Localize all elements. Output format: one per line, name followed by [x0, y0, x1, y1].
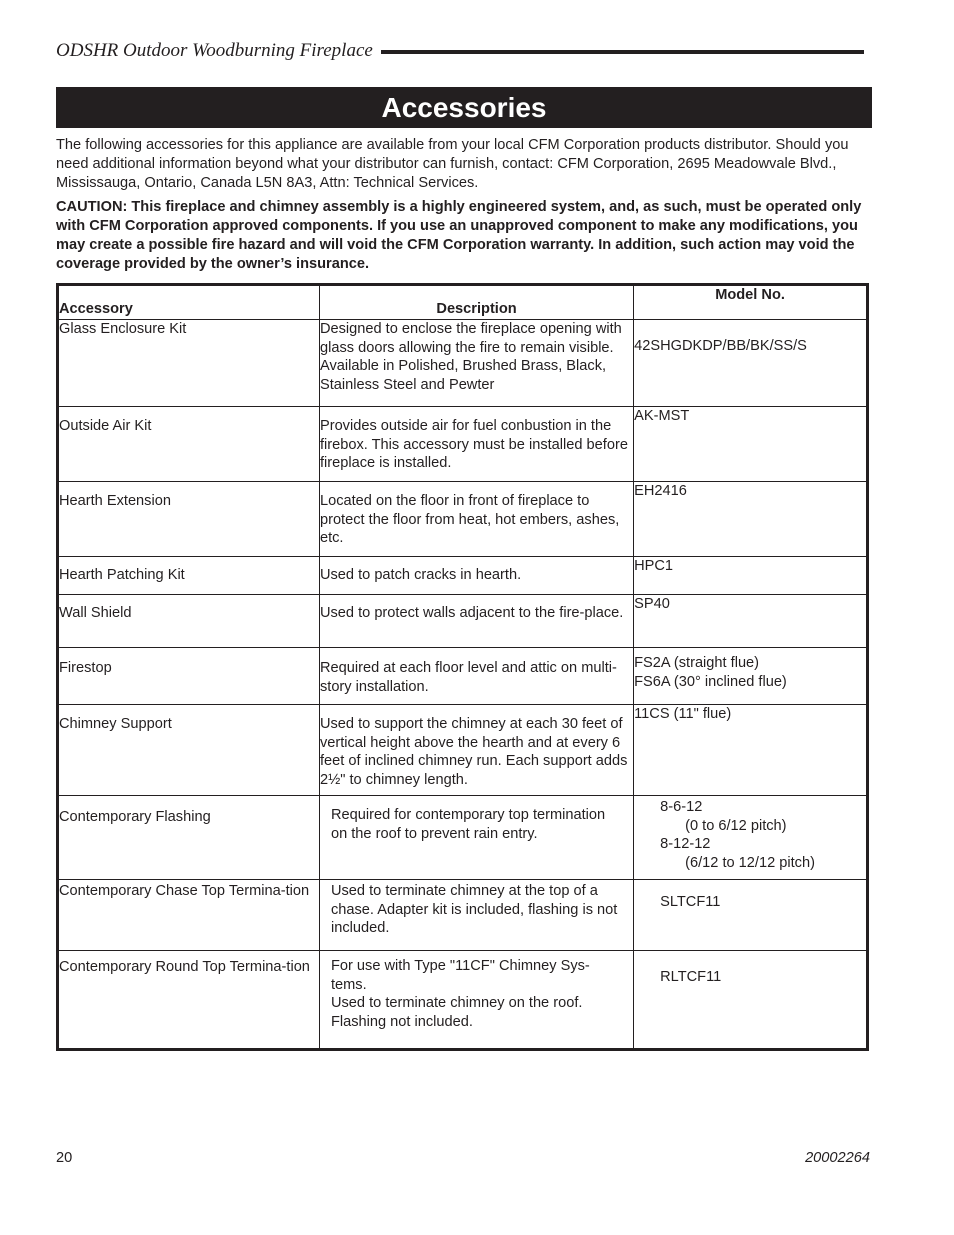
header-description: Description [319, 285, 633, 320]
description-cell: Used to terminate chimney at the top of a chase. Adapter kit is included, flashing is not included. [319, 880, 633, 951]
table-row [58, 796, 868, 880]
model-line: FS6A (30° inclined flue) [634, 673, 787, 690]
accessory-cell: Hearth Patching Kit [58, 557, 320, 595]
intro-paragraph: The following accessories for this appliance are available from your local CFM Corporation products distributor. Should you need additional information beyond what your distributor can furnish, contact: CFM Corporation, 2695 Meadowvale Blvd., Mississauga, Ontario, Canada L5N 8A3, Attn: Technical Services. [56, 137, 849, 191]
section-title: Accessories [56, 87, 872, 128]
description-cell: Designed to enclose the fireplace opening with glass doors allowing the fire to remain visible. Available in Polished, Brushed Brass, Black, Stainless Steel and Pewter [319, 320, 633, 407]
description-cell: Used to patch cracks in hearth. [319, 557, 633, 595]
description-line: For use with Type "11CF" Chimney Sys-tems. [330, 958, 590, 993]
description-cell: Used to support the chimney at each 30 feet of vertical height above the hearth and at every 6 feet of inclined chimney run. Each support adds 2½" to chimney length. [319, 705, 633, 796]
header-rule [381, 50, 864, 54]
model-line: SLTCF11 [660, 894, 721, 910]
table-header-row [58, 285, 868, 320]
model-line: EH2416 [634, 483, 687, 499]
model-cell [634, 951, 868, 1050]
model-cell [634, 482, 868, 557]
description-cell: Required at each floor level and attic on multi-story installation. [319, 648, 633, 705]
description-cell: Provides outside air for fuel conbustion in the firebox. This accessory must be installed before fireplace is installed. [319, 407, 633, 482]
model-line: (0 to 6/12 pitch) [685, 817, 787, 834]
accessories-table [56, 283, 869, 1051]
caution-paragraph: CAUTION: This fireplace and chimney assembly is a highly engineered system, and, as such, must be operated only with CFM Corporation approved components. If you use an unapproved component to make any modifications, you may create a possible fire hazard and will void the CFM Corporation warranty. In addition, such action may void the coverage provided by the owner’s insurance. [56, 199, 862, 272]
table-row [58, 557, 868, 595]
model-line: AK-MST [634, 408, 690, 424]
description-line: Used to terminate chimney on the roof. Flashing not included. [330, 995, 583, 1030]
accessory-cell: Wall Shield [58, 595, 320, 648]
model-cell [634, 880, 868, 951]
model-cell [634, 595, 868, 648]
model-line: (6/12 to 12/12 pitch) [685, 854, 815, 871]
model-line: RLTCF11 [660, 969, 722, 985]
accessory-cell: Contemporary Chase Top Termina-tion [58, 880, 320, 951]
accessory-cell: Contemporary Round Top Termina-tion [58, 951, 320, 1050]
model-line: 42SHGDKDP/BB/BK/SS/S [634, 338, 807, 354]
header-accessory: Accessory [58, 285, 320, 320]
model-line: HPC1 [634, 558, 674, 574]
model-line: 8-6-12 [660, 799, 703, 815]
accessory-cell: Outside Air Kit [58, 407, 320, 482]
table-row [58, 407, 868, 482]
table-row [58, 482, 868, 557]
description-cell: Required for contemporary top termination on the roof to prevent rain entry. [319, 796, 633, 880]
model-cell [634, 320, 868, 407]
accessory-cell: Hearth Extension [58, 482, 320, 557]
model-cell [634, 557, 868, 595]
page-number: 20 [56, 1150, 73, 1166]
model-cell [634, 407, 868, 482]
accessory-cell: Glass Enclosure Kit [58, 320, 320, 407]
header-model: Model No. [634, 285, 868, 320]
page-header [56, 38, 864, 64]
accessory-cell: Chimney Support [58, 705, 320, 796]
description-cell [319, 951, 633, 1050]
header-title: ODSHR Outdoor Woodburning Fireplace [56, 40, 373, 61]
model-line: 11CS (11" flue) [634, 706, 732, 722]
model-line: 8-12-12 [660, 836, 711, 853]
table-row [58, 951, 868, 1050]
table-row [58, 320, 868, 407]
table-row [58, 595, 868, 648]
model-cell [634, 705, 868, 796]
model-cell [634, 796, 868, 880]
model-line: SP40 [634, 596, 670, 612]
table-row [58, 648, 868, 705]
model-line: FS2A (straight flue) [634, 655, 760, 671]
document-number: 20002264 [805, 1150, 870, 1166]
accessory-cell: Contemporary Flashing [58, 796, 320, 880]
description-cell: Located on the floor in front of fireplace to protect the floor from heat, hot embers, ashes, etc. [319, 482, 633, 557]
accessory-cell: Firestop [58, 648, 320, 705]
table-row [58, 880, 868, 951]
description-cell: Used to protect walls adjacent to the fire-place. [319, 595, 633, 648]
model-cell [634, 648, 868, 705]
table-row [58, 705, 868, 796]
